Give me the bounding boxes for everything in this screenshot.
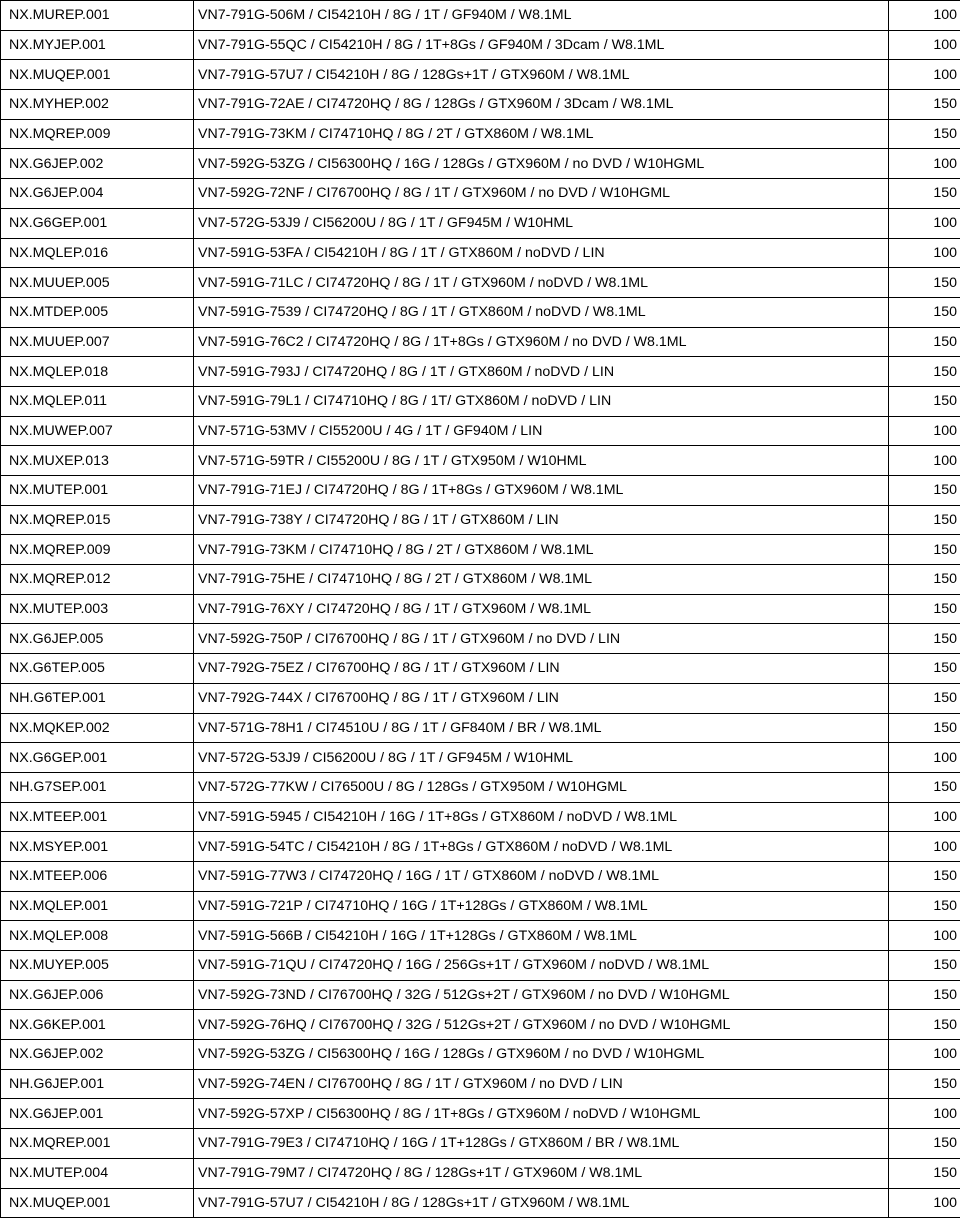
configuration-cell: VN7-592G-53ZG / CI56300HQ / 16G / 128Gs / GTX960M / no DVD / W10HGML [194,149,889,179]
quantity-cell: 100 [889,416,960,446]
part-number-cell: NX.MQLEP.011 [1,386,194,416]
configuration-cell: VN7-572G-53J9 / CI56200U / 8G / 1T / GF945M / W10HML [194,208,889,238]
part-number-cell: NX.MUYEP.005 [1,951,194,981]
part-number-cell: NX.G6JEP.002 [1,1040,194,1070]
configuration-cell: VN7-791G-72AE / CI74720HQ / 8G / 128Gs / GTX960M / 3Dcam / W8.1ML [194,90,889,120]
part-number-cell: NX.MQLEP.018 [1,357,194,387]
part-number-cell: NX.MUTEP.003 [1,594,194,624]
table-row [1,743,960,773]
part-number-cell: NX.MTEEP.001 [1,802,194,832]
configuration-cell: VN7-591G-71LC / CI74720HQ / 8G / 1T / GTX960M / noDVD / W8.1ML [194,268,889,298]
quantity-cell: 150 [889,1129,960,1159]
quantity-cell: 100 [889,921,960,951]
table-row [1,1188,960,1218]
part-number-cell: NX.G6GEP.001 [1,743,194,773]
part-number-cell: NX.MSYEP.001 [1,832,194,862]
table-row [1,832,960,862]
quantity-cell: 100 [889,1,960,31]
table-row [1,861,960,891]
table-row [1,535,960,565]
table-row [1,1129,960,1159]
configuration-cell: VN7-592G-72NF / CI76700HQ / 8G / 1T / GTX960M / no DVD / W10HGML [194,179,889,209]
part-number-cell: NX.G6JEP.001 [1,1099,194,1129]
part-number-cell: NX.MTDEP.005 [1,297,194,327]
quantity-cell: 100 [889,743,960,773]
table-row [1,179,960,209]
configuration-cell: VN7-592G-73ND / CI76700HQ / 32G / 512Gs+2T / GTX960M / no DVD / W10HGML [194,980,889,1010]
configuration-cell: VN7-571G-59TR / CI55200U / 8G / 1T / GTX950M / W10HML [194,446,889,476]
part-number-cell: NX.MQLEP.016 [1,238,194,268]
quantity-cell: 100 [889,238,960,268]
table-row [1,1158,960,1188]
configuration-cell: VN7-792G-75EZ / CI76700HQ / 8G / 1T / GTX960M / LIN [194,654,889,684]
table-row [1,891,960,921]
table-row [1,951,960,981]
table-row [1,268,960,298]
configuration-cell: VN7-591G-71QU / CI74720HQ / 16G / 256Gs+1T / GTX960M / noDVD / W8.1ML [194,951,889,981]
part-number-cell: NX.MQREP.009 [1,119,194,149]
part-number-cell: NH.G6JEP.001 [1,1069,194,1099]
configuration-cell: VN7-791G-57U7 / CI54210H / 8G / 128Gs+1T / GTX960M / W8.1ML [194,60,889,90]
table-row [1,327,960,357]
part-number-cell: NX.G6JEP.005 [1,624,194,654]
table-row [1,446,960,476]
quantity-cell: 150 [889,357,960,387]
configuration-cell: VN7-571G-53MV / CI55200U / 4G / 1T / GF940M / LIN [194,416,889,446]
table-row [1,683,960,713]
table-row [1,60,960,90]
table-row [1,238,960,268]
configuration-cell: VN7-791G-73KM / CI74710HQ / 8G / 2T / GTX860M / W8.1ML [194,535,889,565]
table-row [1,772,960,802]
quantity-cell: 100 [889,30,960,60]
quantity-cell: 150 [889,505,960,535]
configuration-cell: VN7-592G-74EN / CI76700HQ / 8G / 1T / GTX960M / no DVD / LIN [194,1069,889,1099]
quantity-cell: 150 [889,386,960,416]
part-number-cell: NH.G6TEP.001 [1,683,194,713]
quantity-cell: 150 [889,476,960,506]
configuration-cell: VN7-791G-79E3 / CI74710HQ / 16G / 1T+128Gs / GTX860M / BR / W8.1ML [194,1129,889,1159]
configuration-cell: VN7-591G-5945 / CI54210H / 16G / 1T+8Gs / GTX860M / noDVD / W8.1ML [194,802,889,832]
part-number-cell: NH.G7SEP.001 [1,772,194,802]
part-number-cell: NX.G6JEP.004 [1,179,194,209]
quantity-cell: 100 [889,832,960,862]
table-row [1,1010,960,1040]
quantity-cell: 150 [889,683,960,713]
part-number-cell: NX.MUUEP.007 [1,327,194,357]
quantity-cell: 150 [889,565,960,595]
quantity-cell: 100 [889,60,960,90]
quantity-cell: 150 [889,179,960,209]
table-row [1,565,960,595]
quantity-cell: 100 [889,1040,960,1070]
configuration-cell: VN7-592G-76HQ / CI76700HQ / 32G / 512Gs+2T / GTX960M / no DVD / W10HGML [194,1010,889,1040]
quantity-cell: 100 [889,802,960,832]
part-number-cell: NX.MUTEP.001 [1,476,194,506]
table-row [1,921,960,951]
configuration-cell: VN7-791G-76XY / CI74720HQ / 8G / 1T / GTX960M / W8.1ML [194,594,889,624]
configuration-cell: VN7-591G-721P / CI74710HQ / 16G / 1T+128Gs / GTX860M / W8.1ML [194,891,889,921]
configuration-cell: VN7-591G-53FA / CI54210H / 8G / 1T / GTX860M / noDVD / LIN [194,238,889,268]
table-row [1,149,960,179]
configuration-cell: VN7-792G-744X / CI76700HQ / 8G / 1T / GTX960M / LIN [194,683,889,713]
part-number-cell: NX.MQREP.015 [1,505,194,535]
quantity-cell: 150 [889,772,960,802]
configuration-cell: VN7-791G-73KM / CI74710HQ / 8G / 2T / GTX860M / W8.1ML [194,119,889,149]
quantity-cell: 150 [889,594,960,624]
quantity-cell: 150 [889,297,960,327]
configuration-cell: VN7-791G-506M / CI54210H / 8G / 1T / GF940M / W8.1ML [194,1,889,31]
table-row [1,1040,960,1070]
quantity-cell: 150 [889,90,960,120]
table-row [1,297,960,327]
part-number-cell: NX.MYJEP.001 [1,30,194,60]
table-row [1,416,960,446]
quantity-cell: 150 [889,624,960,654]
quantity-cell: 150 [889,951,960,981]
table-row [1,980,960,1010]
table-row [1,208,960,238]
table-row [1,594,960,624]
part-number-cell: NX.G6KEP.001 [1,1010,194,1040]
part-number-cell: NX.G6JEP.006 [1,980,194,1010]
configuration-cell: VN7-791G-75HE / CI74710HQ / 8G / 2T / GTX860M / W8.1ML [194,565,889,595]
table-body [1,1,960,1218]
part-number-cell: NX.MUTEP.004 [1,1158,194,1188]
quantity-cell: 150 [889,713,960,743]
part-number-cell: NX.MQLEP.008 [1,921,194,951]
table-row [1,119,960,149]
part-number-cell: NX.G6JEP.002 [1,149,194,179]
quantity-cell: 150 [889,268,960,298]
part-number-cell: NX.MUQEP.001 [1,1188,194,1218]
configuration-cell: VN7-791G-71EJ / CI74720HQ / 8G / 1T+8Gs / GTX960M / W8.1ML [194,476,889,506]
part-number-cell: NX.MUREP.001 [1,1,194,31]
configuration-cell: VN7-591G-793J / CI74720HQ / 8G / 1T / GTX860M / noDVD / LIN [194,357,889,387]
table-row [1,505,960,535]
configuration-cell: VN7-591G-76C2 / CI74720HQ / 8G / 1T+8Gs / GTX960M / no DVD / W8.1ML [194,327,889,357]
table-row [1,1069,960,1099]
part-number-cell: NX.MTEEP.006 [1,861,194,891]
part-number-cell: NX.MUWEP.007 [1,416,194,446]
part-number-cell: NX.MQREP.012 [1,565,194,595]
quantity-cell: 100 [889,446,960,476]
part-number-cell: NX.MUUEP.005 [1,268,194,298]
configuration-cell: VN7-791G-57U7 / CI54210H / 8G / 128Gs+1T / GTX960M / W8.1ML [194,1188,889,1218]
configuration-cell: VN7-791G-79M7 / CI74720HQ / 8G / 128Gs+1T / GTX960M / W8.1ML [194,1158,889,1188]
table-row [1,713,960,743]
table-row [1,624,960,654]
part-number-cell: NX.MQREP.009 [1,535,194,565]
quantity-cell: 150 [889,654,960,684]
quantity-cell: 150 [889,891,960,921]
table-row [1,476,960,506]
quantity-cell: 100 [889,149,960,179]
quantity-cell: 150 [889,327,960,357]
configuration-cell: VN7-592G-57XP / CI56300HQ / 8G / 1T+8Gs / GTX960M / noDVD / W10HGML [194,1099,889,1129]
part-number-cell: NX.MQKEP.002 [1,713,194,743]
configuration-cell: VN7-592G-750P / CI76700HQ / 8G / 1T / GTX960M / no DVD / LIN [194,624,889,654]
configuration-cell: VN7-571G-78H1 / CI74510U / 8G / 1T / GF840M / BR / W8.1ML [194,713,889,743]
configuration-cell: VN7-591G-77W3 / CI74720HQ / 16G / 1T / GTX860M / noDVD / W8.1ML [194,861,889,891]
configuration-cell: VN7-591G-79L1 / CI74710HQ / 8G / 1T/ GTX860M / noDVD / LIN [194,386,889,416]
part-number-cell: NX.MQREP.001 [1,1129,194,1159]
configuration-cell: VN7-572G-53J9 / CI56200U / 8G / 1T / GF945M / W10HML [194,743,889,773]
configuration-cell: VN7-591G-7539 / CI74720HQ / 8G / 1T / GTX860M / noDVD / W8.1ML [194,297,889,327]
quantity-cell: 150 [889,535,960,565]
quantity-cell: 150 [889,1010,960,1040]
configuration-cell: VN7-791G-738Y / CI74720HQ / 8G / 1T / GTX860M / LIN [194,505,889,535]
table-row [1,802,960,832]
configuration-cell: VN7-791G-55QC / CI54210H / 8G / 1T+8Gs / GF940M / 3Dcam / W8.1ML [194,30,889,60]
table-row [1,90,960,120]
part-number-cell: NX.G6TEP.005 [1,654,194,684]
quantity-cell: 100 [889,208,960,238]
part-number-cell: NX.MUQEP.001 [1,60,194,90]
table-row [1,30,960,60]
quantity-cell: 150 [889,1158,960,1188]
part-number-cell: NX.MYHEP.002 [1,90,194,120]
table-row [1,654,960,684]
part-number-cell: NX.MQLEP.001 [1,891,194,921]
quantity-cell: 150 [889,861,960,891]
part-number-cell: NX.G6GEP.001 [1,208,194,238]
quantity-cell: 100 [889,1099,960,1129]
table-row [1,1,960,31]
configuration-cell: VN7-591G-54TC / CI54210H / 8G / 1T+8Gs / GTX860M / noDVD / W8.1ML [194,832,889,862]
quantity-cell: 100 [889,1188,960,1218]
configuration-cell: VN7-592G-53ZG / CI56300HQ / 16G / 128Gs / GTX960M / no DVD / W10HGML [194,1040,889,1070]
part-number-cell: NX.MUXEP.013 [1,446,194,476]
quantity-cell: 150 [889,1069,960,1099]
table-row [1,1099,960,1129]
configuration-cell: VN7-591G-566B / CI54210H / 16G / 1T+128Gs / GTX860M / W8.1ML [194,921,889,951]
configuration-cell: VN7-572G-77KW / CI76500U / 8G / 128Gs / GTX950M / W10HGML [194,772,889,802]
quantity-cell: 150 [889,119,960,149]
table-row [1,357,960,387]
table-row [1,386,960,416]
quantity-cell: 150 [889,980,960,1010]
